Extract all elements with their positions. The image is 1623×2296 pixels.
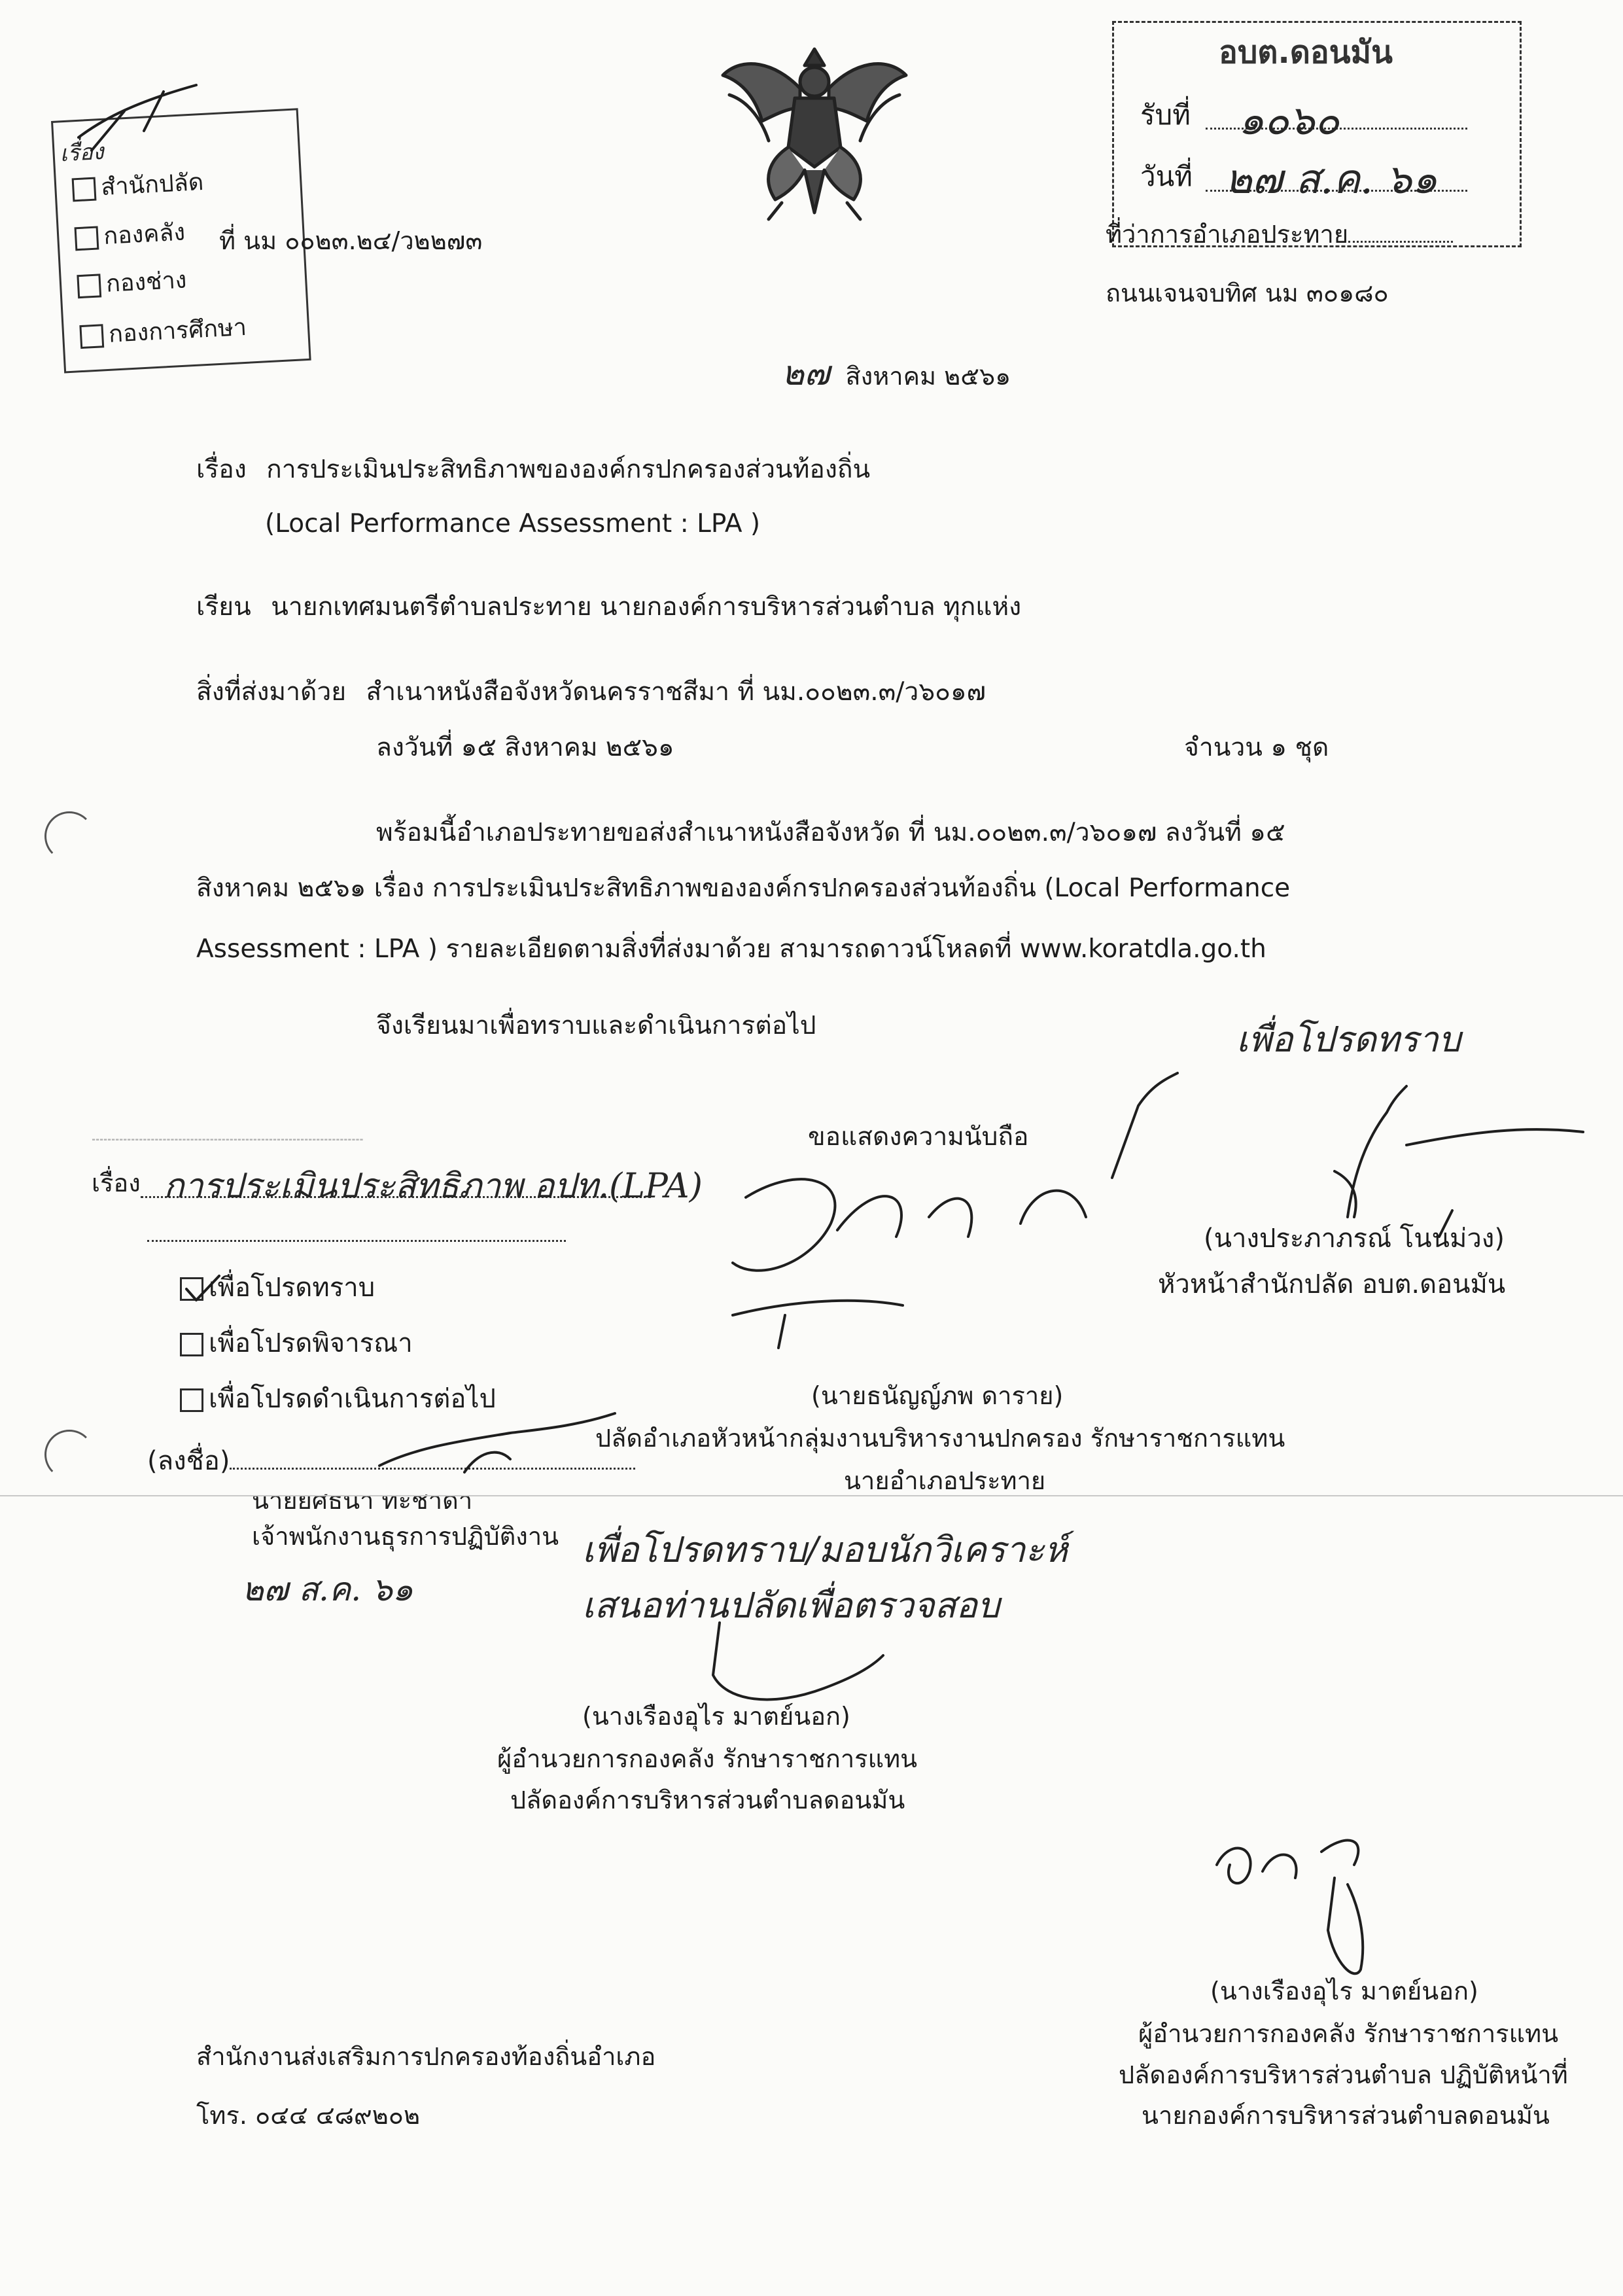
routing-subject-handwritten: การประเมินประสิทธิภาพ อปท.(LPA) [164,1167,703,1206]
enclosure-line [196,677,986,707]
punch-hole-mark [44,1430,94,1479]
main-signature [680,1067,1217,1354]
right-signer-name: (นางประภาภรณ์ โนนม่วง) [1204,1224,1505,1254]
checkbox[interactable] [79,324,104,349]
date-day-handwritten: ๒๗ [782,354,830,393]
bottom-signature [1204,1826,1452,1996]
routing-option-consider[interactable]: เพื่อโปรดพิจารณา [180,1328,413,1358]
body-line-2: สิงหาคม ๒๕๖๑ เรื่อง การประเมินประสิทธิภาพขององค์กรปกครองส่วนท้องถิ่น (Local Performance [196,874,1291,903]
subject-label: เรื่อง [196,455,247,484]
enclosure-text: สำเนาหนังสือจังหวัดนครราชสีมา ที่ นม.๐๐๒๓.๓/ว๖๐๑๗ [366,677,986,707]
stamp-organization: อบต.ดอนมัน [1219,34,1393,71]
garuda-emblem [716,36,913,226]
fold-line [0,1495,1623,1496]
subject-english: (Local Performance Assessment : LPA ) [265,509,761,539]
checkbox[interactable] [180,1388,203,1412]
stamp-option-finance: กองคลัง [74,218,186,254]
main-signer-title-2: นายอำเภอประทาย [844,1466,1046,1495]
routing-sign-label: (ลงชื่อ) [147,1446,230,1476]
recipient-text: นายกเทศมนตรีตำบลประทาย นายกองค์การบริหารส่วนตำบล ทุกแห่ง [271,592,1022,622]
subject-line [196,455,870,485]
middle-signature [693,1616,890,1714]
main-signer-title-1: ปลัดอำเภอหัวหน้ากลุ่มงานบริหารงานปกครอง รักษาราชการแทน [595,1424,1285,1453]
stamp-option-engineering: กองช่าง [77,266,187,302]
routing-option-acknowledge[interactable]: เพื่อโปรดทราบ [180,1273,375,1303]
clerk-date-handwritten: ๒๗ ส.ค. ๖๑ [242,1570,413,1608]
check-mark [183,1273,222,1305]
stamp-header-mark: เรื่อง [59,138,105,168]
recipient-label: เรียน [196,592,251,622]
sender-office: ที่ว่าการอำเภอประทาย [1106,219,1453,249]
stamp-option-education: กองการศึกษา [79,313,247,351]
received-stamp [1112,21,1522,247]
main-signer-name: (นายธนัญญ์ภพ ดาราย) [811,1381,1064,1410]
footer-phone: โทร. ๐๔๔ ๔๘๙๒๐๒ [196,2101,421,2130]
stamp-date-label: วันที่ [1140,160,1193,192]
handwritten-note-top: เพื่อโปรดทราบ [1236,1019,1461,1060]
middle-signer-title-2: ปลัดองค์การบริหารส่วนตำบลดอนมัน [510,1786,905,1814]
clerk-signature [366,1407,628,1485]
document-date [782,354,1011,393]
sender-address: ถนนเจนจบทิศ นม ๓๐๑๘๐ [1106,279,1389,308]
stamp-option-office: สำนักปลัด [71,168,204,204]
respect-text: ขอแสดงความนับถือ [808,1122,1029,1152]
stamp-received-label: รับที่ [1140,99,1191,131]
subject-text: การประเมินประสิทธิภาพขององค์กรปกครองส่วนท้องถิ่น [266,455,871,484]
middle-signer-title-1: ผู้อำนวยการกองคลัง รักษาราชการแทน [497,1744,918,1773]
bottom-signer-title-2: ปลัดองค์การบริหารส่วนตำบล ปฏิบัติหน้าที่ [1119,2060,1568,2089]
body-line-3: Assessment : LPA ) รายละเอียดตามสิ่งที่ส่งมาด้วย สามารถดาวน์โหลดที่ www.koratdla.go.th [196,934,1266,964]
bottom-signer-name: (นางเรืองอุไร มาตย์นอก) [1210,1977,1478,2005]
middle-signer-name: (นางเรืองอุไร มาตย์นอก) [582,1702,850,1731]
routing-subject-label: เรื่อง [92,1169,141,1197]
closing-text: จึงเรียนมาเพื่อทราบและดำเนินการต่อไป [376,1011,816,1040]
clerk-name: นายยศธนา ทะชาดา [252,1486,473,1515]
checkbox[interactable] [77,274,101,298]
bottom-signer-title-1: ผู้อำนวยการกองคลัง รักษาราชการแทน [1138,2019,1559,2048]
document-number: ที่ นม ๐๐๒๓.๒๔/ว๒๒๗๓ [219,226,483,255]
date-month-year: สิงหาคม ๒๕๖๑ [845,362,1011,391]
clerk-title: เจ้าพนักงานธุรการปฏิบัติงาน [252,1522,559,1551]
checkbox[interactable] [75,226,99,251]
faint-bleed-text: ┄┄┄┄┄┄┄┄┄┄┄┄┄┄┄┄┄┄┄┄┄┄┄ [92,1129,364,1152]
handwritten-instruction-2: เสนอท่านปลัดเพื่อตรวจสอบ [582,1585,1000,1626]
stamp-check-scribble [65,72,222,164]
routing-option-proceed[interactable]: เพื่อโปรดดำเนินการต่อไป [180,1384,496,1414]
body-line-1: พร้อมนี้อำเภอประทายขอส่งสำเนาหนังสือจังหวัด ที่ นม.๐๐๒๓.๓/ว๖๐๑๗ ลงวันที่ ๑๕ [376,818,1285,847]
checkbox[interactable] [72,177,97,202]
enclosure-quantity: จำนวน ๑ ชุด [1184,733,1329,762]
stamp-received-number: ๑๐๖๐ [1238,96,1340,144]
right-signer-title: หัวหน้าสำนักปลัด อบต.ดอนมัน [1158,1269,1506,1299]
handwritten-instruction-1: เพื่อโปรดทราบ/มอบนักวิเคราะห์ [582,1529,1068,1570]
footer-office: สำนักงานส่งเสริมการปกครองท้องถิ่นอำเภอ [196,2042,656,2071]
enclosure-date: ลงวันที่ ๑๕ สิงหาคม ๒๕๖๑ [376,733,674,762]
punch-hole-mark [44,811,94,861]
enclosure-label: สิ่งที่ส่งมาด้วย [196,677,347,707]
bottom-signer-title-3: นายกองค์การบริหารส่วนตำบลดอนมัน [1142,2101,1550,2130]
dotted-line [147,1240,566,1242]
stamp-date-value: ๒๗ ส.ค. ๖๑ [1225,155,1438,203]
checkbox[interactable] [180,1333,203,1356]
recipient-line [196,592,1021,622]
